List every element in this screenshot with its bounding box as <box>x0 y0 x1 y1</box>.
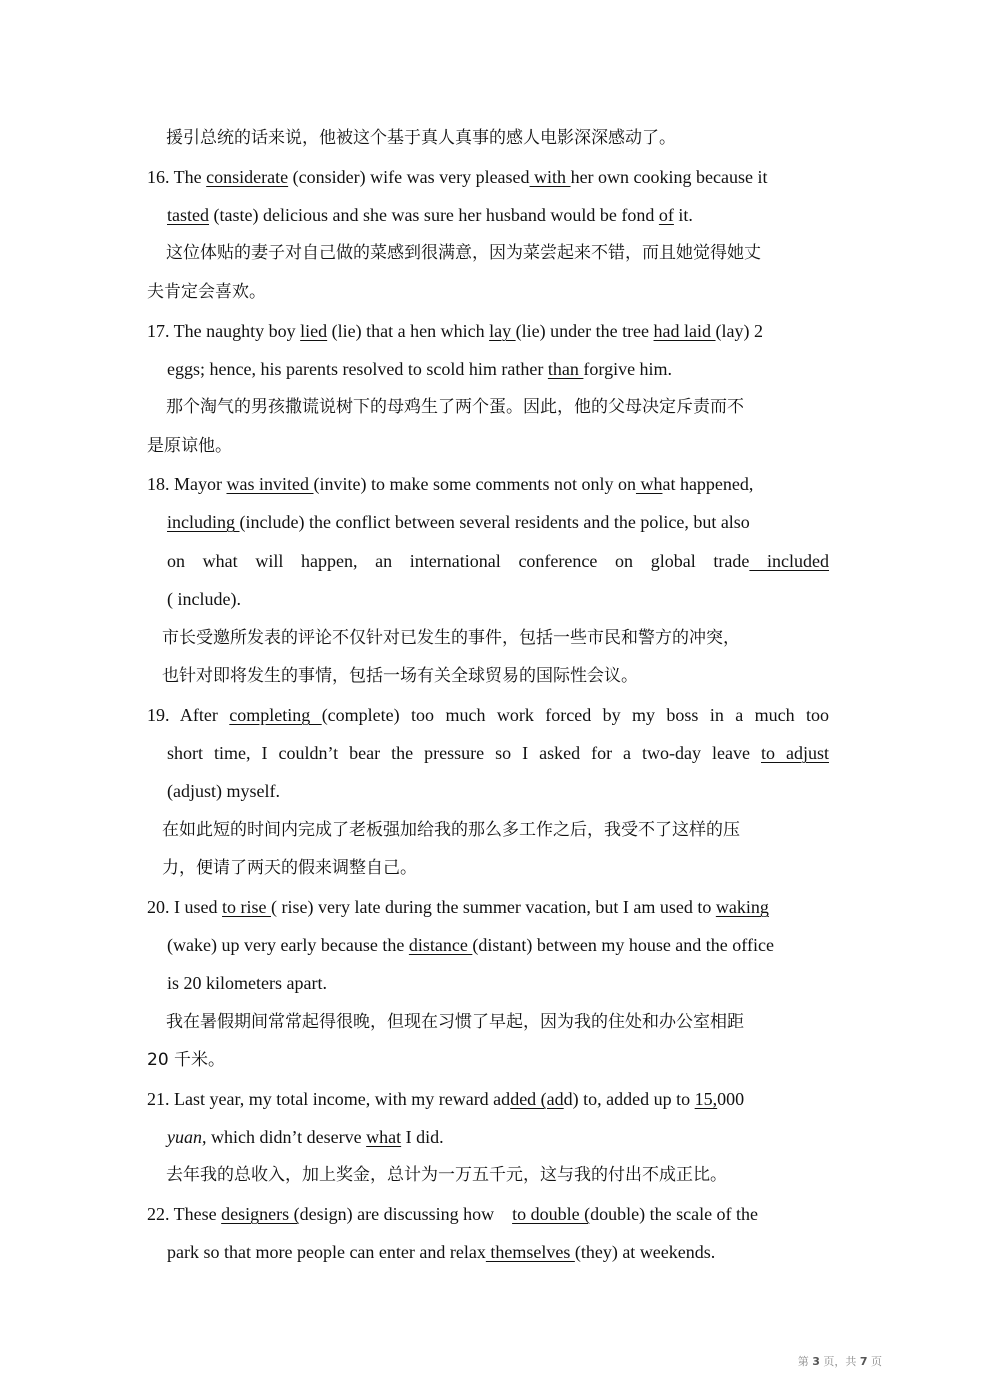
answer-blank: completing <box>229 705 322 725</box>
page-number: 第 3 页，共 7 页 <box>797 1355 882 1368</box>
answer-blank: than <box>547 359 584 379</box>
translation-line: 去年我的总收入，加上奖金，总计为一万五千元，这与我的付出不成正比。 <box>166 1165 727 1185</box>
question-17-line-1: 17. The naughty boy lied (lie) that a hen which lay (lie) under the tree had laid (lay) 2 <box>147 321 764 341</box>
answer-blank: distance <box>408 935 473 955</box>
question-19-line-1: 19. After completing (complete) too much work forced by my boss in a much too <box>147 705 830 725</box>
question-18-line-1: 18. Mayor was invited (invite) to make some comments not only on what happened, <box>147 474 754 494</box>
translation-line: 力，便请了两天的假来调整自己。 <box>162 858 417 878</box>
question-21-line-2: yuan, which didn’t deserve what I did. <box>167 1127 444 1147</box>
answer-blank: of <box>658 205 674 225</box>
answer-blank: designers ( <box>221 1204 300 1224</box>
translation-line: 这位体贴的妻子对自己做的菜感到很满意，因为菜尝起来不错，而且她觉得她丈 <box>166 243 761 263</box>
question-18-line-3: on what will happen, an international conference on global trade included <box>167 551 830 571</box>
question-20-line-2: (wake) up very early because the distance (distant) between my house and the office <box>167 935 774 955</box>
answer-blank: tasted <box>167 205 209 225</box>
question-16-line-2: tasted (taste) delicious and she was sure her husband would be fond of it. <box>167 205 693 225</box>
translation-line: 也针对即将发生的事情，包括一场有关全球贸易的国际性会议。 <box>162 666 638 686</box>
answer-blank: included <box>749 551 830 571</box>
question-19-line-2: short time, I couldn’t bear the pressure so I asked for a two-day leave to adjust <box>167 743 829 763</box>
translation-line: 援引总统的话来说，他被这个基于真人真事的感人电影深深感动了。 <box>166 128 676 148</box>
question-20-line-1: 20. I used to rise ( rise) very late during the summer vacation, but I am used to waking <box>147 897 769 917</box>
answer-blank: waking <box>715 897 769 917</box>
answer-blank: themselves <box>485 1242 575 1262</box>
answer-blank: had laid <box>653 321 716 341</box>
answer-blank: to double ( <box>512 1204 591 1224</box>
question-22-line-1: 22. These designers (design) are discussing how to double (double) the scale of the <box>147 1204 759 1224</box>
translation-line: 20 千米。 <box>147 1050 226 1070</box>
question-20-line-3: is 20 kilometers apart. <box>167 973 327 993</box>
answer-blank: was invited <box>226 474 314 494</box>
answer-blank: to adjust <box>761 743 829 763</box>
question-16-line-1: 16. The considerate (consider) wife was very pleased with her own cooking because it <box>147 167 768 187</box>
answer-blank: what <box>366 1127 402 1147</box>
question-22-line-2: park so that more people can enter and relax themselves (they) at weekends. <box>167 1242 716 1262</box>
translation-line: 我在暑假期间常常起得很晚，但现在习惯了早起，因为我的住处和办公室相距 <box>166 1012 744 1032</box>
translation-line: 是原谅他。 <box>147 436 232 456</box>
answer-blank: with <box>529 167 571 187</box>
answer-blank: ded (ad <box>510 1089 564 1109</box>
answer-blank: wh <box>635 474 663 494</box>
question-21-line-1: 21. Last year, my total income, with my reward added (add) to, added up to 15,000 <box>147 1089 745 1109</box>
answer-blank: lied <box>300 321 328 341</box>
question-17-line-2: eggs; hence, his parents resolved to scold him rather than forgive him. <box>167 359 673 379</box>
answer-blank: to rise <box>222 897 271 917</box>
answer-blank: considerate <box>206 167 289 187</box>
answer-blank: 15, <box>694 1089 718 1109</box>
translation-line: 在如此短的时间内完成了老板强加给我的那么多工作之后，我受不了这样的压 <box>162 820 740 840</box>
translation-line: 夫肯定会喜欢。 <box>147 282 266 302</box>
question-18-line-4: ( include). <box>167 589 241 609</box>
answer-blank: lay <box>489 321 516 341</box>
answer-blank: including <box>167 512 240 532</box>
question-18-line-2: including (include) the conflict between several residents and the police, but also <box>167 512 750 532</box>
question-19-line-3: (adjust) myself. <box>167 781 280 801</box>
translation-line: 那个淘气的男孩撒谎说树下的母鸡生了两个蛋。因此，他的父母决定斥责而不 <box>166 397 744 417</box>
translation-line: 市长受邀所发表的评论不仅针对已发生的事件，包括一些市民和警方的冲突， <box>162 628 740 648</box>
